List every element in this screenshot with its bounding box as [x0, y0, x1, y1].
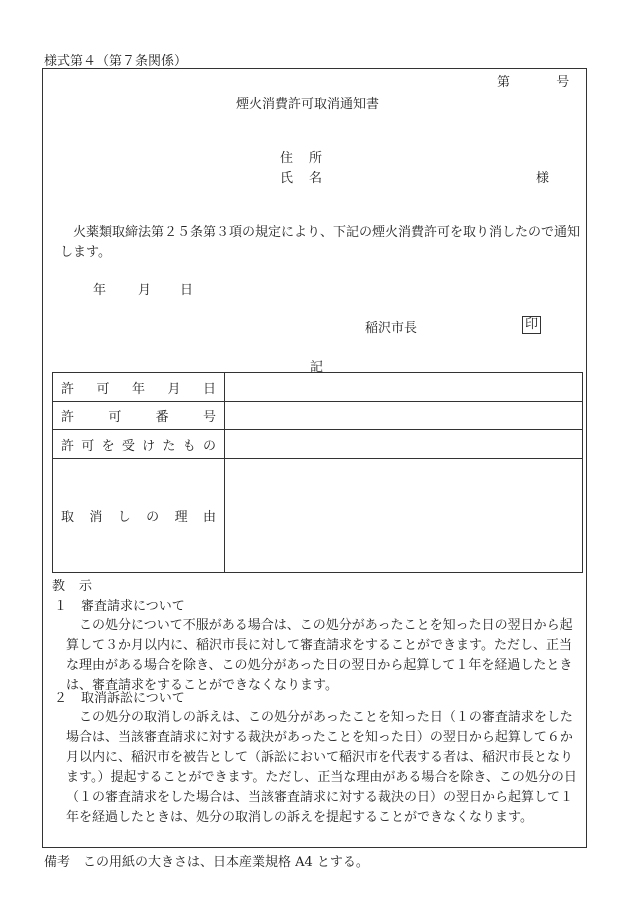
- issuer: 稲沢市長: [365, 321, 418, 336]
- table-row: [53, 373, 583, 402]
- instruction-heading: 教 示: [52, 579, 93, 594]
- notice-body: 火薬類取締法第２５条第３項の規定により、下記の煙火消費許可を取り消したので通知します。: [60, 225, 581, 260]
- name-label: 氏 名: [280, 171, 322, 186]
- row-label: 許 可 年 月 日: [53, 373, 225, 402]
- date-year: 年: [93, 283, 107, 298]
- date-month: 月: [138, 283, 152, 298]
- seal-mark: 印: [522, 316, 541, 334]
- instruction-item-2-text: この処分の取消しの訴えは、この処分があったことを知った日（１の審査請求をした場合は、当該審査請求に対する裁決があったことを知った日）の翌日から起算して６か月以内に、稲沢市を被告として（訴訟において稲沢市を代表する者は、稲沢市長となります。）提起することができます。ただし、正当な理由がある場合を除き、この処分の日（１の審査請求をした場合は、当該審査請求に対する裁決の日）の翌日から起算して１年を経過したときは、処分の取消しの訴えを提起することができなくなります。: [66, 710, 577, 825]
- ki-heading: 記: [310, 360, 324, 375]
- footer-note: 備考 この用紙の大きさは、日本産業規格 A4 とする。: [44, 855, 369, 870]
- table-row: [53, 430, 583, 459]
- address-label: 住 所: [280, 151, 322, 166]
- document-title: 煙火消費許可取消通知書: [236, 97, 380, 112]
- table-row: [53, 402, 583, 430]
- form-id: 様式第４（第７条関係）: [44, 54, 188, 69]
- instruction-item-1-text: この処分について不服がある場合は、この処分があったことを知った日の翌日から起算して３か月以内に、稲沢市長に対して審査請求をすることができます。ただし、正当な理由がある場合を除き、この処分があった日の翌日から起算して１年を経過したときは、審査請求をすることができなくなります。: [66, 618, 573, 693]
- date-day: 日: [180, 283, 194, 298]
- row-value[interactable]: [225, 373, 583, 402]
- number-prefix: 第: [497, 75, 511, 90]
- row-label: 許 可 番 号: [53, 402, 225, 430]
- row-value[interactable]: [225, 402, 583, 430]
- permit-table: [52, 372, 583, 573]
- row-label: 許 可 を 受 け た も の: [53, 430, 225, 459]
- row-label: 取 消 し の 理 由: [53, 459, 225, 573]
- honorific: 様: [536, 171, 550, 186]
- row-value[interactable]: [225, 430, 583, 459]
- number-field: [497, 71, 569, 90]
- number-suffix: 号: [556, 75, 570, 90]
- row-value[interactable]: [225, 459, 583, 573]
- instruction-item-2-title: ２ 取消訴訟について: [54, 691, 185, 706]
- table-row: [53, 459, 583, 573]
- instruction-item-1-title: １ 審査請求について: [54, 599, 185, 614]
